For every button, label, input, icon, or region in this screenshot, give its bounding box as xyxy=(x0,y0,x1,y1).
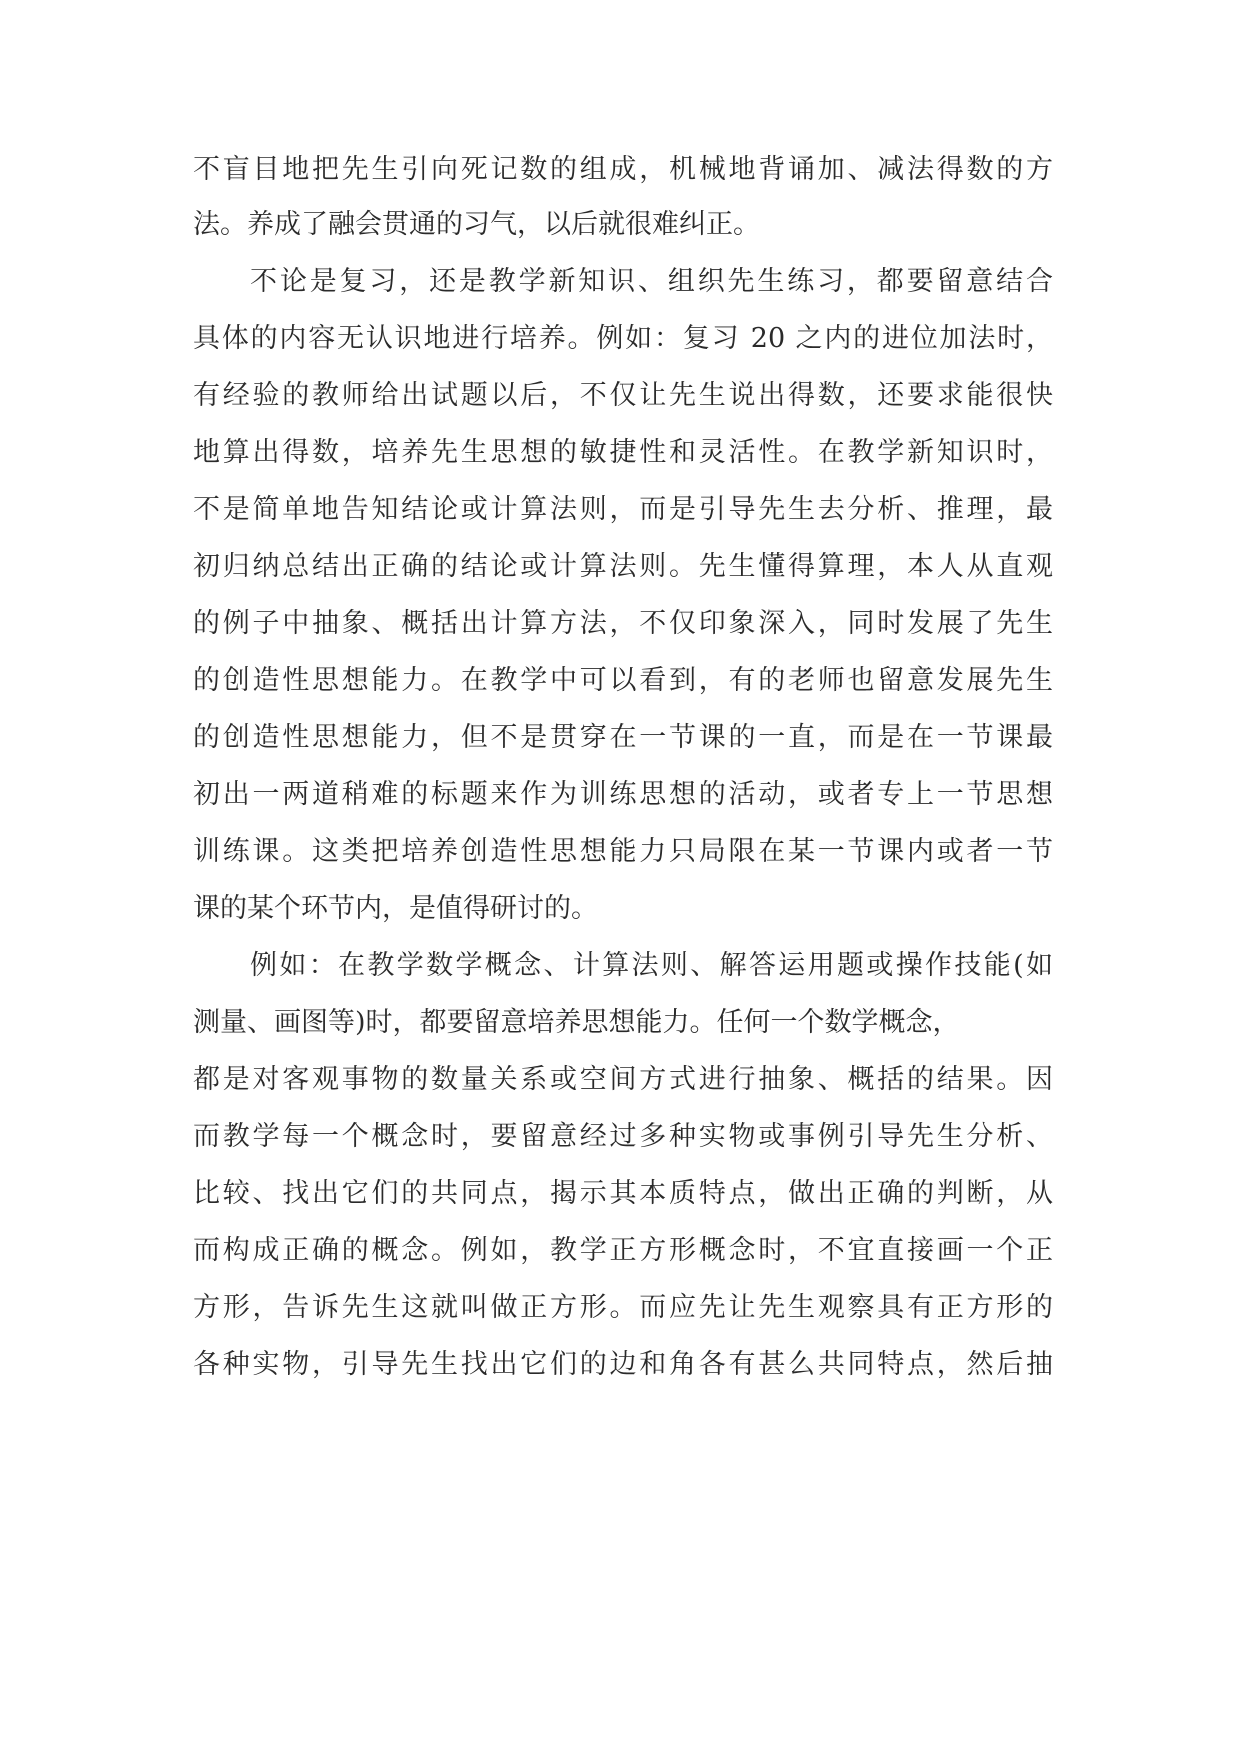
text-line: 各种实物，引导先生找出它们的边和角各有甚么共同特点，然后抽 xyxy=(193,1349,1053,1380)
text-line: 的例子中抽象、概括出计算方法，不仅印象深入，同时发展了先生 xyxy=(193,608,1053,639)
text-line: 训练课。这类把培养创造性思想能力只局限在某一节课内或者一节 xyxy=(193,836,1053,867)
text-line: 方形，告诉先生这就叫做正方形。而应先让先生观察具有正方形的 xyxy=(193,1292,1053,1323)
text-line: 初归纳总结出正确的结论或计算法则。先生懂得算理，本人从直观 xyxy=(193,551,1053,582)
text-line: 法。养成了融会贯通的习气，以后就很难纠正。 xyxy=(193,209,760,240)
text-line: 比较、找出它们的共同点，揭示其本质特点，做出正确的判断，从 xyxy=(193,1178,1053,1209)
text-line: 的创造性思想能力，但不是贯穿在一节课的一直，而是在一节课最 xyxy=(193,722,1053,753)
text-line: 测量、画图等)时，都要留意培养思想能力。任何一个数学概念， xyxy=(193,1007,960,1038)
text-line: 的创造性思想能力。在教学中可以看到，有的老师也留意发展先生 xyxy=(193,665,1053,696)
text-line: 不盲目地把先生引向死记数的组成，机械地背诵加、减法得数的方 xyxy=(193,154,1053,185)
text-line: 地算出得数，培养先生思想的敏捷性和灵活性。在教学新知识时， xyxy=(193,437,1053,468)
paragraph-first-line: 不论是复习，还是教学新知识、组织先生练习，都要留意结合 xyxy=(250,266,1053,297)
text-line: 都是对客观事物的数量关系或空间方式进行抽象、概括的结果。因 xyxy=(193,1064,1053,1095)
text-line: 而构成正确的概念。例如，教学正方形概念时，不宜直接画一个正 xyxy=(193,1235,1053,1266)
text-line: 初出一两道稍难的标题来作为训练思想的活动，或者专上一节思想 xyxy=(193,779,1053,810)
text-line: 具体的内容无认识地进行培养。例如：复习 20 之内的进位加法时， xyxy=(193,323,1053,354)
text-line: 有经验的教师给出试题以后，不仅让先生说出得数，还要求能很快 xyxy=(193,380,1053,411)
text-line: 课的某个环节内，是值得研讨的。 xyxy=(193,893,598,924)
text-line: 而教学每一个概念时，要留意经过多种实物或事例引导先生分析、 xyxy=(193,1121,1053,1152)
text-line: 不是简单地告知结论或计算法则，而是引导先生去分析、推理，最 xyxy=(193,494,1053,525)
paragraph-first-line: 例如：在教学数学概念、计算法则、解答运用题或操作技能(如 xyxy=(250,950,1053,981)
